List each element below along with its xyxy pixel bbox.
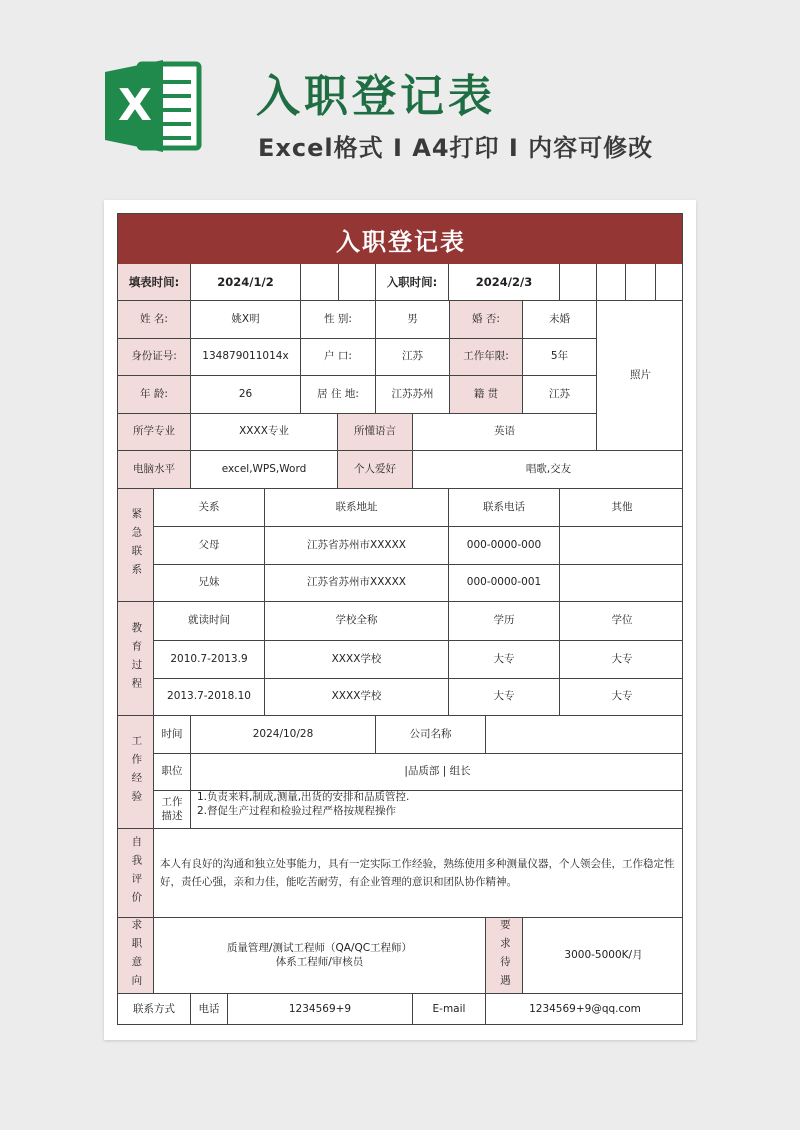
language-label: 所懂语言	[338, 414, 413, 451]
education-cell[interactable]: 大专	[560, 679, 683, 716]
job-intent-line: 质量管理/测试工程师（QA/QC工程师）	[226, 941, 413, 954]
education-header: 学校全称	[265, 602, 449, 641]
computer-value[interactable]: excel,WPS,Word	[191, 451, 338, 489]
company-label: 公司名称	[376, 716, 486, 754]
emergency-cell[interactable]: 父母	[154, 527, 265, 565]
empty-cell[interactable]	[656, 264, 683, 301]
language-value[interactable]: 英语	[413, 414, 597, 451]
empty-cell[interactable]	[339, 264, 376, 301]
work-desc-line: 2.督促生产过程和检验过程严格按规程操作	[197, 804, 397, 817]
education-section-label	[118, 602, 154, 716]
age-label: 年 龄:	[118, 376, 191, 414]
name-value[interactable]: 姚X明	[191, 301, 301, 339]
emergency-header: 关系	[154, 489, 265, 527]
hukou-label: 户 口:	[301, 339, 376, 376]
job-intent-section-label	[118, 918, 154, 994]
major-label: 所学专业	[118, 414, 191, 451]
education-cell[interactable]: 大专	[449, 679, 560, 716]
native-value[interactable]: 江苏	[523, 376, 597, 414]
hukou-value[interactable]: 江苏	[376, 339, 450, 376]
id-value[interactable]: 134879011014x	[191, 339, 301, 376]
marital-label: 婚 否:	[450, 301, 523, 339]
education-section-text: 教育过程	[130, 621, 143, 696]
company-value[interactable]	[486, 716, 683, 754]
salary-value[interactable]: 3000-5000K/月	[523, 918, 683, 994]
gender-label: 性 别:	[301, 301, 376, 339]
logo-letter: X	[118, 80, 152, 131]
contact-label: 联系方式	[118, 994, 191, 1025]
emergency-cell[interactable]	[560, 565, 683, 602]
job-intent-value[interactable]	[154, 918, 486, 994]
education-header: 学位	[560, 602, 683, 641]
native-label: 籍 贯	[450, 376, 523, 414]
emergency-cell[interactable]: 江苏省苏州市XXXXX	[265, 565, 449, 602]
computer-label: 电脑水平	[118, 451, 191, 489]
entry-time-value[interactable]: 2024/2/3	[449, 264, 560, 301]
marital-value[interactable]: 未婚	[523, 301, 597, 339]
work-time-value[interactable]: 2024/10/28	[191, 716, 376, 754]
fill-time-label: 填表时间:	[118, 264, 191, 301]
emergency-cell[interactable]	[560, 527, 683, 565]
job-intent-section-text: 求职意向	[130, 918, 143, 993]
residence-label: 居 住 地:	[301, 376, 376, 414]
work-desc-line: 1.负责来料,制成,测量,出货的安排和品质管控.	[197, 791, 410, 803]
work-desc-label: 工作描述	[154, 791, 191, 829]
emergency-cell[interactable]: 兄妹	[154, 565, 265, 602]
emergency-cell[interactable]: 000-0000-001	[449, 565, 560, 602]
work-years-value[interactable]: 5年	[523, 339, 597, 376]
emergency-section-text: 紧急联系	[130, 508, 143, 582]
education-cell[interactable]: XXXX学校	[265, 679, 449, 716]
registration-form	[117, 213, 683, 1025]
hobby-value[interactable]: 唱歌,交友	[413, 451, 683, 489]
education-cell[interactable]: 大专	[449, 641, 560, 679]
page-title: 入职登记表	[256, 71, 496, 122]
entry-time-label: 入职时间:	[376, 264, 449, 301]
education-header: 就读时间	[154, 602, 265, 641]
position-value[interactable]: |品质部 | 组长	[191, 754, 683, 791]
position-label: 职位	[154, 754, 191, 791]
major-value[interactable]: XXXX专业	[191, 414, 338, 451]
fill-time-value[interactable]: 2024/1/2	[191, 264, 301, 301]
empty-cell[interactable]	[560, 264, 597, 301]
residence-value[interactable]: 江苏苏州	[376, 376, 450, 414]
emergency-section-label	[118, 489, 154, 602]
empty-cell[interactable]	[626, 264, 656, 301]
empty-cell[interactable]	[597, 264, 626, 301]
work-section-text: 工作经验	[130, 735, 143, 809]
emergency-header: 其他	[560, 489, 683, 527]
self-eval-section-text: 自我评价	[130, 836, 143, 910]
email-label: E-mail	[413, 994, 486, 1025]
education-cell[interactable]: 2010.7-2013.9	[154, 641, 265, 679]
job-intent-line: 体系工程师/审核员	[275, 955, 364, 968]
salary-label	[486, 918, 523, 994]
education-cell[interactable]: XXXX学校	[265, 641, 449, 679]
work-desc-value[interactable]	[191, 791, 683, 829]
self-eval-text[interactable]: 本人有良好的沟通和独立处事能力，具有一定实际工作经验，熟练使用多种测量仪器，个人领会佳，工作稳定性好，责任心强，亲和力佳，能吃苦耐劳，有企业管理的意识和团队协作精神。	[154, 829, 683, 918]
age-value[interactable]: 26	[191, 376, 301, 414]
emergency-cell[interactable]: 江苏省苏州市XXXXX	[265, 527, 449, 565]
education-cell[interactable]: 大专	[560, 641, 683, 679]
education-cell[interactable]: 2013.7-2018.10	[154, 679, 265, 716]
work-time-label: 时间	[154, 716, 191, 754]
empty-cell[interactable]	[301, 264, 339, 301]
name-label: 姓 名:	[118, 301, 191, 339]
photo-box[interactable]: 照片	[597, 301, 683, 451]
form-banner-title: 入职登记表	[118, 214, 683, 264]
salary-label-text: 要求待遇	[498, 918, 511, 993]
email-value[interactable]: 1234569+9@qq.com	[529, 1003, 641, 1016]
phone-value[interactable]: 1234569+9	[228, 994, 413, 1025]
phone-label: 电话	[191, 994, 228, 1025]
education-header: 学历	[449, 602, 560, 641]
work-section-label	[118, 716, 154, 829]
id-label: 身份证号:	[118, 339, 191, 376]
self-eval-section-label	[118, 829, 154, 918]
emergency-cell[interactable]: 000-0000-000	[449, 527, 560, 565]
page-subtitle: Excel格式 I A4打印 I 内容可修改	[258, 134, 654, 162]
work-years-label: 工作年限:	[450, 339, 523, 376]
hobby-label: 个人爱好	[338, 451, 413, 489]
gender-value[interactable]: 男	[376, 301, 450, 339]
emergency-header: 联系地址	[265, 489, 449, 527]
excel-logo-icon	[103, 58, 203, 154]
emergency-header: 联系电话	[449, 489, 560, 527]
